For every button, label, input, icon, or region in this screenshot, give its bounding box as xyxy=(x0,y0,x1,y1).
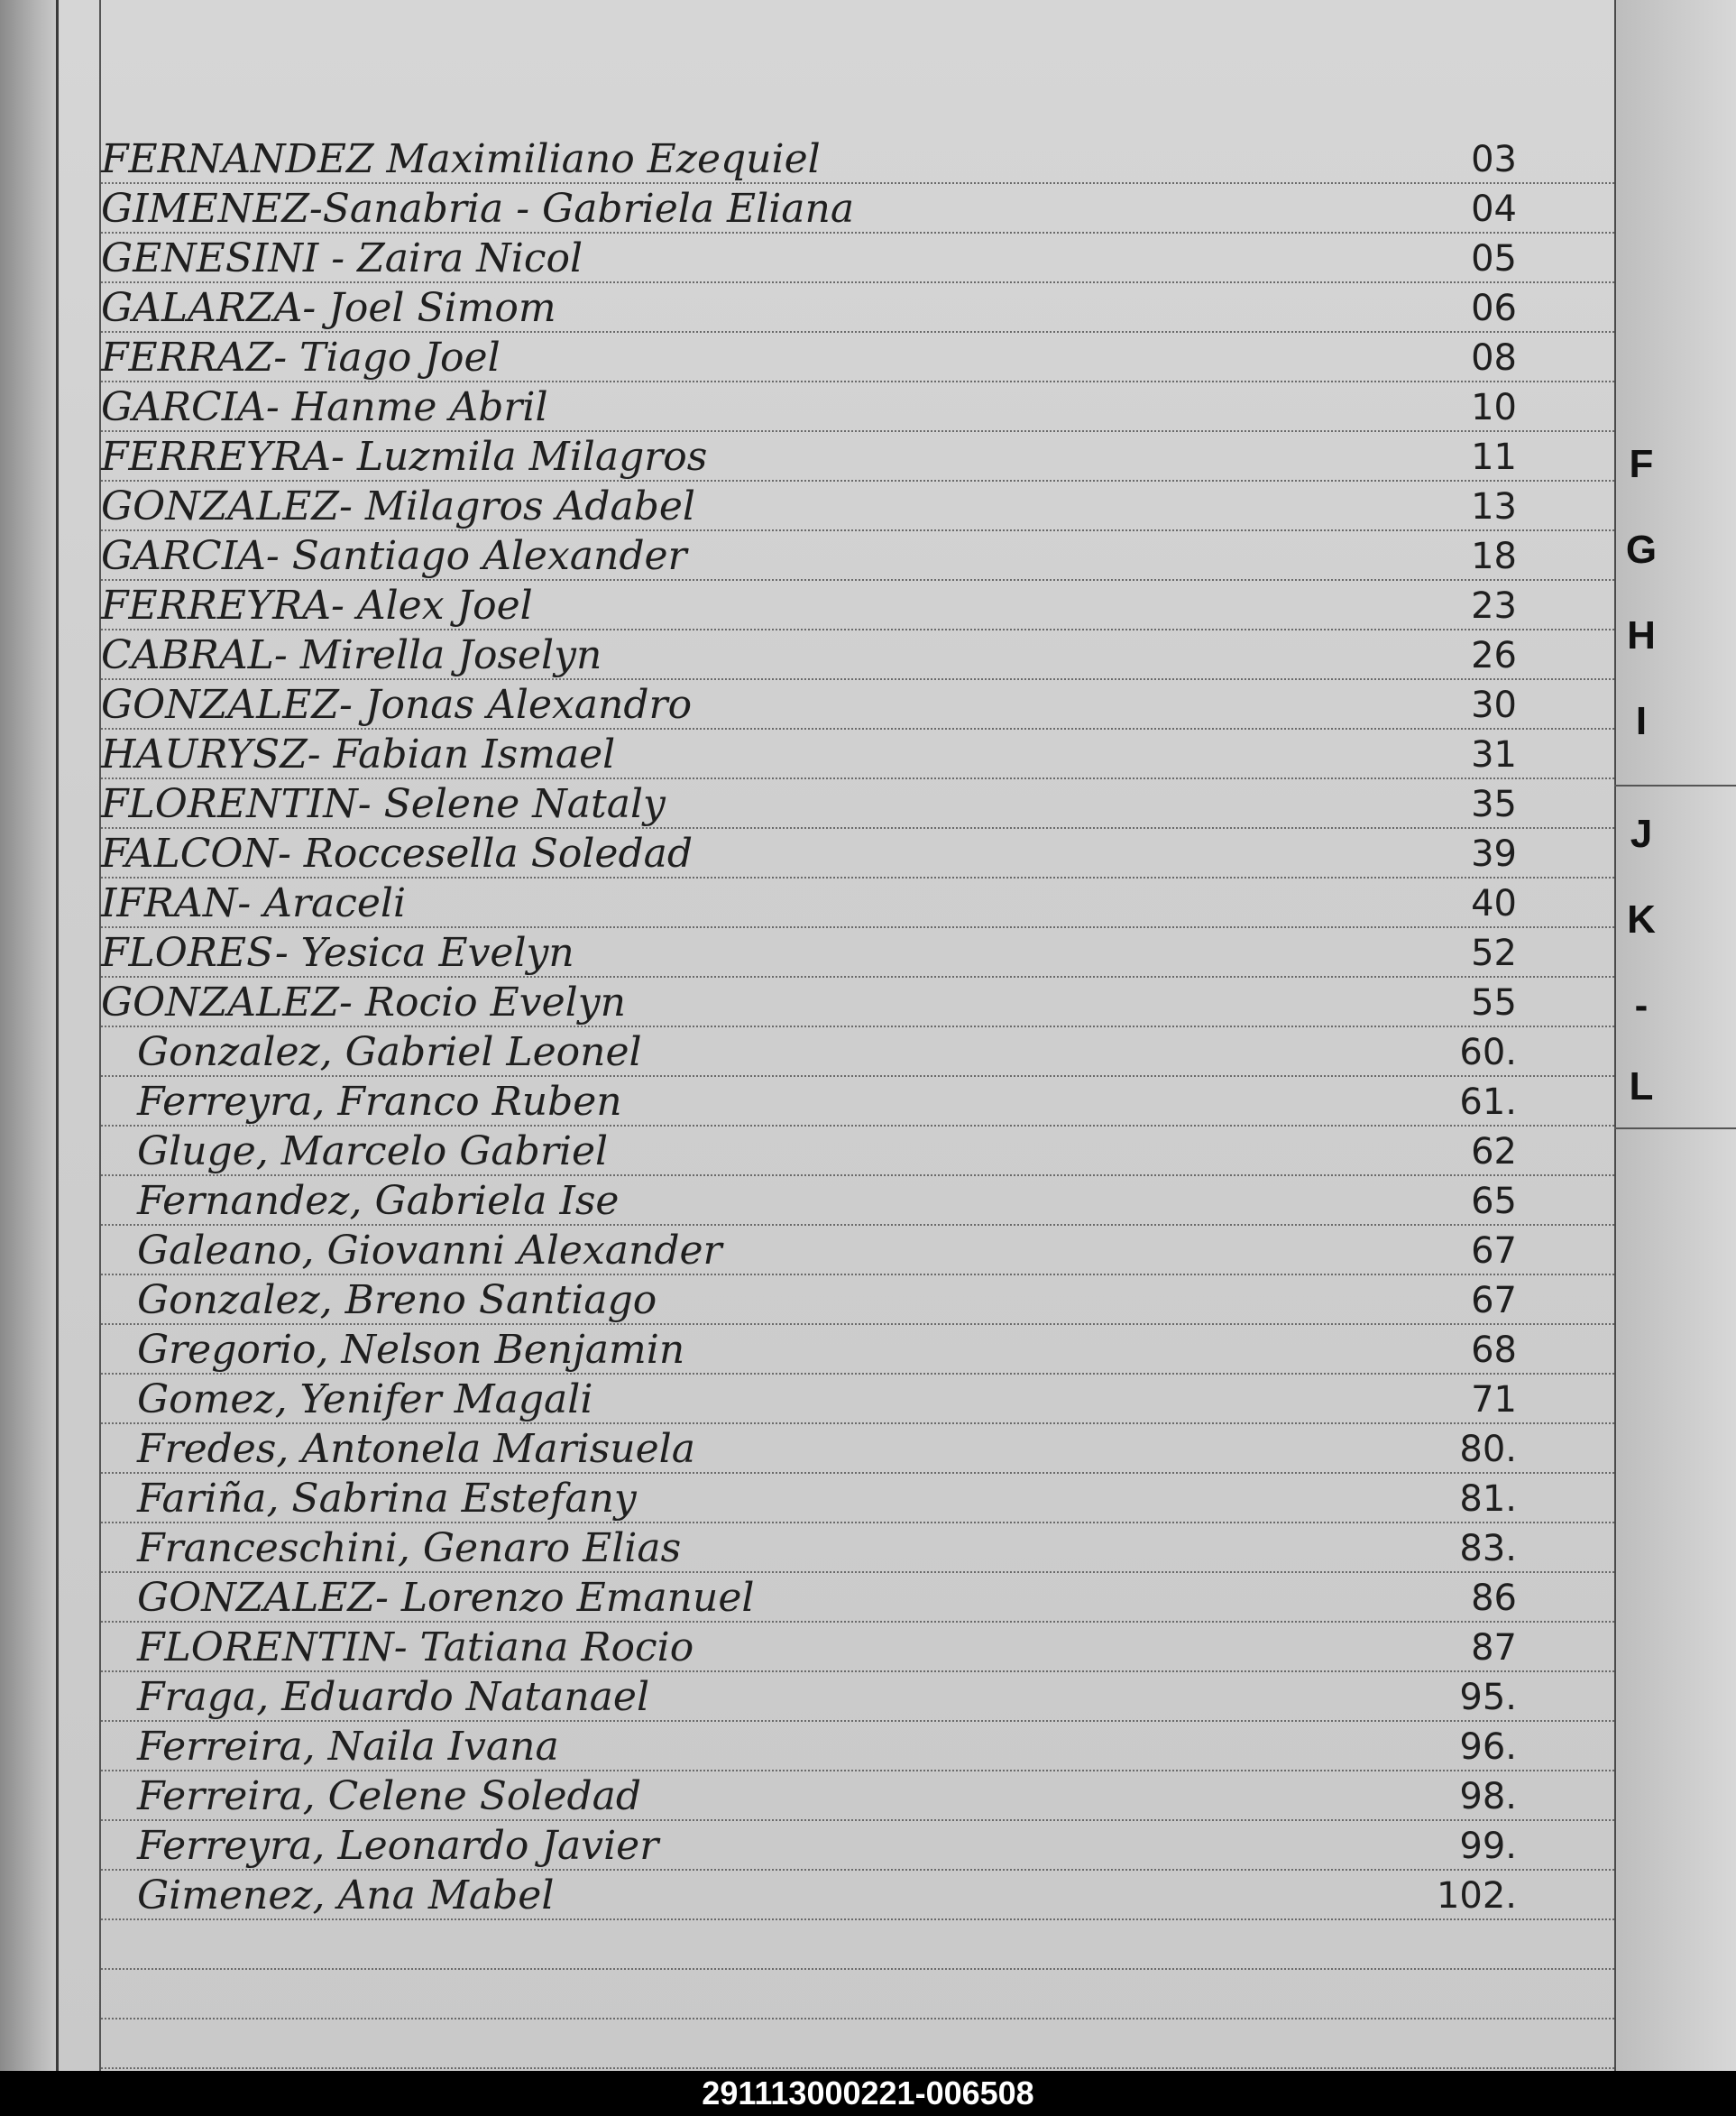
index-tab-letter[interactable]: F xyxy=(1629,442,1654,486)
list-item xyxy=(101,1326,1517,1375)
entry-number: 81. xyxy=(1459,1478,1517,1520)
student-name: GARCIA- Santiago Alexander xyxy=(101,533,687,579)
entry-number: 102. xyxy=(1436,1875,1517,1917)
list-item xyxy=(101,582,1517,630)
student-name: Ferreira, Celene Soledad xyxy=(137,1773,642,1819)
student-name: Gregorio, Nelson Benjamin xyxy=(137,1327,685,1373)
entry-number: 23 xyxy=(1471,585,1517,627)
student-name: GENESINI - Zaira Nicol xyxy=(101,235,583,281)
entry-number: 03 xyxy=(1471,139,1517,180)
entry-number: 31 xyxy=(1471,734,1517,776)
entry-number: 67 xyxy=(1471,1280,1517,1321)
entry-number: 67 xyxy=(1471,1230,1517,1272)
entry-number: 40 xyxy=(1471,883,1517,925)
entry-number: 18 xyxy=(1471,536,1517,577)
student-name: Franceschini, Genaro Elias xyxy=(137,1525,682,1571)
list-item xyxy=(101,731,1517,779)
list-item xyxy=(101,1624,1517,1672)
list-item xyxy=(101,1723,1517,1771)
student-name: Gonzalez, Gabriel Leonel xyxy=(137,1029,642,1075)
ruled-line xyxy=(101,2067,1614,2069)
student-name: FERNANDEZ Maximiliano Ezequiel xyxy=(101,136,821,182)
list-item xyxy=(101,135,1517,184)
entry-number: 98. xyxy=(1459,1776,1517,1817)
student-name: HAURYSZ- Fabian Ismael xyxy=(101,731,616,777)
list-item xyxy=(101,1574,1517,1623)
entry-number: 05 xyxy=(1471,238,1517,280)
list-item xyxy=(101,1673,1517,1722)
list-item xyxy=(101,1475,1517,1523)
student-name: GALARZA- Joel Simom xyxy=(101,285,556,331)
entry-number: 10 xyxy=(1471,387,1517,428)
student-name: Ferreyra, Franco Ruben xyxy=(137,1079,622,1125)
list-item xyxy=(101,1822,1517,1871)
student-name: FLORENTIN- Selene Nataly xyxy=(101,781,666,827)
student-name: Ferreyra, Leonardo Javier xyxy=(137,1823,659,1869)
entry-number: 96. xyxy=(1459,1726,1517,1768)
student-name: FERREYRA- Luzmila Milagros xyxy=(101,434,708,480)
entry-number: 30 xyxy=(1471,685,1517,726)
entry-number: 52 xyxy=(1471,933,1517,974)
list-item xyxy=(101,780,1517,829)
entry-number: 11 xyxy=(1471,437,1517,478)
list-item xyxy=(101,879,1517,928)
document-id-footer: 291113000221-006508 xyxy=(0,2071,1736,2116)
list-item xyxy=(101,284,1517,333)
index-tab-letter[interactable]: J xyxy=(1630,812,1653,856)
list-item xyxy=(101,830,1517,879)
entry-number: 83. xyxy=(1459,1528,1517,1569)
entry-number: 86 xyxy=(1471,1578,1517,1619)
list-item xyxy=(101,1524,1517,1573)
list-item xyxy=(101,334,1517,382)
student-name: GONZALEZ- Rocio Evelyn xyxy=(101,980,626,1026)
student-name: FERRAZ- Tiago Joel xyxy=(101,335,501,381)
list-item xyxy=(101,1127,1517,1176)
list-item xyxy=(101,1276,1517,1325)
list-item xyxy=(101,1028,1517,1077)
entry-number: 35 xyxy=(1471,784,1517,825)
entry-number: 65 xyxy=(1471,1181,1517,1222)
student-name: Gimenez, Ana Mabel xyxy=(137,1872,555,1918)
entry-number: 60. xyxy=(1459,1032,1517,1073)
list-item xyxy=(101,1078,1517,1127)
page-binding xyxy=(0,0,59,2071)
list-item xyxy=(101,979,1517,1027)
tab-divider xyxy=(1614,785,1736,787)
list-item xyxy=(101,185,1517,234)
student-name: GONZALEZ- Lorenzo Emanuel xyxy=(137,1575,755,1621)
student-name: Fariña, Sabrina Estefany xyxy=(137,1476,637,1522)
entry-number: 80. xyxy=(1459,1429,1517,1470)
student-name: GONZALEZ- Milagros Adabel xyxy=(101,483,695,529)
index-tab-letter[interactable]: K xyxy=(1627,897,1656,942)
student-name: Gluge, Marcelo Gabriel xyxy=(137,1128,609,1174)
list-item xyxy=(101,1375,1517,1424)
student-name: CABRAL- Mirella Joselyn xyxy=(101,632,602,678)
student-name: GIMENEZ-Sanabria - Gabriela Eliana xyxy=(101,186,855,232)
student-name: GARCIA- Hanme Abril xyxy=(101,384,548,430)
student-name: FLORENTIN- Tatiana Rocio xyxy=(137,1624,694,1670)
student-name: Ferreira, Naila Ivana xyxy=(137,1724,559,1770)
entry-number: 71 xyxy=(1471,1379,1517,1421)
list-item xyxy=(101,1425,1517,1474)
entry-number: 39 xyxy=(1471,833,1517,875)
list-item xyxy=(101,1772,1517,1821)
ruled-area xyxy=(101,0,1614,2071)
student-name: Fraga, Eduardo Natanael xyxy=(137,1674,650,1720)
list-item xyxy=(101,235,1517,283)
list-item xyxy=(101,929,1517,978)
list-item xyxy=(101,483,1517,531)
student-name: GONZALEZ- Jonas Alexandro xyxy=(101,682,693,728)
entry-number: 99. xyxy=(1459,1826,1517,1867)
list-item xyxy=(101,681,1517,730)
student-name: Fernandez, Gabriela Ise xyxy=(137,1178,620,1224)
entry-number: 61. xyxy=(1459,1081,1517,1123)
alphabet-index-tabs xyxy=(1614,0,1736,2071)
list-item xyxy=(101,1872,1517,1920)
student-name: Galeano, Giovanni Alexander xyxy=(137,1228,722,1274)
entry-number: 68 xyxy=(1471,1329,1517,1371)
list-item xyxy=(101,532,1517,581)
list-item xyxy=(101,631,1517,680)
student-name: FLORES- Yesica Evelyn xyxy=(101,930,574,976)
student-name: Fredes, Antonela Marisuela xyxy=(137,1426,695,1472)
list-item xyxy=(101,433,1517,482)
list-item xyxy=(101,1177,1517,1226)
entry-number: 62 xyxy=(1471,1131,1517,1173)
entry-number: 13 xyxy=(1471,486,1517,528)
tab-divider xyxy=(1614,1127,1736,1129)
ruled-line xyxy=(101,1968,1614,1970)
list-item xyxy=(101,383,1517,432)
index-tab-letter[interactable]: G xyxy=(1625,528,1658,572)
index-tab-letter[interactable]: L xyxy=(1629,1064,1654,1109)
student-name: FERREYRA- Alex Joel xyxy=(101,583,533,629)
index-tab-letter[interactable]: I xyxy=(1635,699,1648,743)
entry-number: 55 xyxy=(1471,982,1517,1024)
index-tab-letter[interactable]: H xyxy=(1627,613,1656,658)
student-name: Gonzalez, Breno Santiago xyxy=(137,1277,657,1323)
entry-number: 87 xyxy=(1471,1627,1517,1669)
ruled-line xyxy=(101,2018,1614,2019)
student-name: FALCON- Roccesella Soledad xyxy=(101,831,693,877)
entry-number: 26 xyxy=(1471,635,1517,676)
entry-number: 06 xyxy=(1471,288,1517,329)
entry-number: 04 xyxy=(1471,189,1517,230)
list-item xyxy=(101,1227,1517,1275)
index-tab-letter[interactable]: - xyxy=(1634,983,1649,1027)
entry-number: 08 xyxy=(1471,337,1517,379)
entry-number: 95. xyxy=(1459,1677,1517,1718)
student-name: Gomez, Yenifer Magali xyxy=(137,1376,593,1422)
student-name: IFRAN- Araceli xyxy=(101,880,407,926)
